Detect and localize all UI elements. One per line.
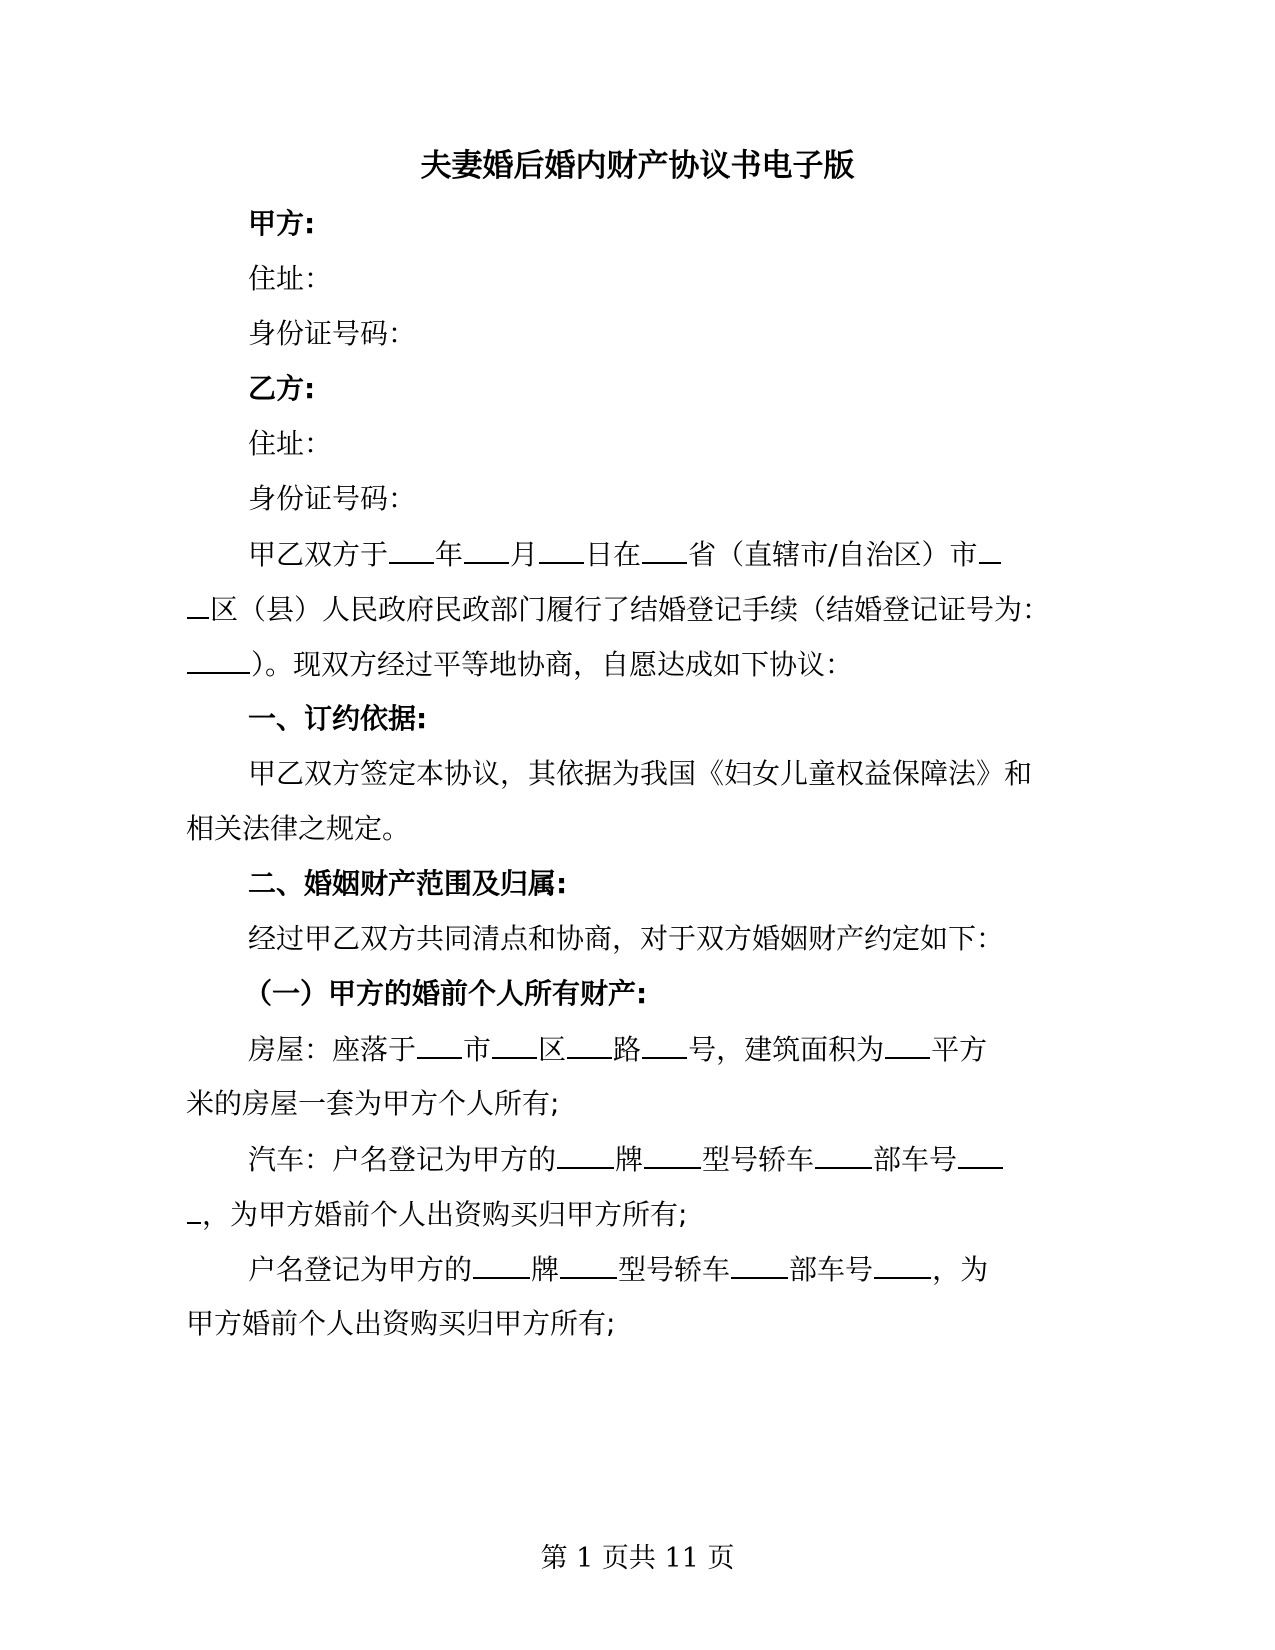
preamble-text: ）。现双方经过平等地协商，自愿达成如下协议： bbox=[251, 648, 854, 681]
car-model-blank bbox=[560, 1249, 617, 1279]
page-footer: 第 1 页共 11 页 bbox=[540, 1543, 735, 1574]
car-2-line-1 bbox=[248, 1249, 1148, 1290]
house-line-2: 米的房屋一套为甲方个人所有; bbox=[186, 1087, 560, 1120]
house-number-blank bbox=[642, 1029, 687, 1059]
year-blank bbox=[389, 534, 434, 564]
house-text: 房屋：座落于 bbox=[248, 1033, 417, 1066]
car-2-line-2: 甲方婚前个人出资购买归甲方所有; bbox=[186, 1307, 616, 1340]
subsection-1-heading: （一）甲方的婚前个人所有财产: bbox=[244, 977, 648, 1010]
car-text: 部车号 bbox=[873, 1143, 958, 1176]
section-1-heading: 一、订约依据: bbox=[248, 702, 428, 735]
preamble-text: 年 bbox=[435, 538, 464, 571]
car-text: 部车号 bbox=[789, 1253, 874, 1286]
car-text: 牌 bbox=[615, 1143, 644, 1176]
preamble-line-1 bbox=[248, 534, 1148, 575]
car-1-line-1 bbox=[248, 1139, 1148, 1180]
section-2-heading: 二、婚姻财产范围及归属: bbox=[248, 867, 568, 900]
car-brand-blank bbox=[557, 1139, 614, 1169]
province-blank bbox=[642, 534, 687, 564]
car-text: 型号轿车 bbox=[702, 1143, 815, 1176]
city-blank-cont bbox=[187, 589, 209, 619]
section-2-intro: 经过甲乙双方共同清点和协商，对于双方婚姻财产约定如下： bbox=[248, 922, 1005, 955]
car-1-line-2 bbox=[186, 1194, 1086, 1235]
house-text: 平方 bbox=[931, 1033, 988, 1066]
car-text: ，为 bbox=[932, 1253, 989, 1286]
day-blank bbox=[539, 534, 584, 564]
house-text: 路 bbox=[613, 1033, 642, 1066]
preamble-text: 日在 bbox=[585, 538, 642, 571]
preamble-text: 区（县）人民政府民政部门履行了结婚登记手续（结婚登记证号为： bbox=[210, 593, 1051, 626]
house-area-blank bbox=[885, 1029, 930, 1059]
car-text: 型号轿车 bbox=[618, 1253, 731, 1286]
house-road-blank bbox=[567, 1029, 612, 1059]
preamble-text: 月 bbox=[510, 538, 539, 571]
car-model-blank bbox=[644, 1139, 701, 1169]
car-text: 牌 bbox=[531, 1253, 560, 1286]
section-1-text-line-2: 相关法律之规定。 bbox=[186, 812, 411, 845]
month-blank bbox=[464, 534, 509, 564]
city-blank bbox=[979, 534, 1001, 564]
house-text: 号，建筑面积为 bbox=[688, 1033, 885, 1066]
car-text: 汽车：户名登记为甲方的 bbox=[248, 1143, 557, 1176]
party-b-label: 乙方: bbox=[248, 372, 316, 405]
party-b-address-label: 住址： bbox=[248, 427, 333, 460]
preamble-line-2 bbox=[186, 589, 1086, 630]
party-b-id-label: 身份证号码： bbox=[248, 482, 417, 515]
party-a-label: 甲方: bbox=[248, 207, 316, 240]
car-count-blank bbox=[815, 1139, 872, 1169]
car-plate-blank-cont bbox=[187, 1194, 201, 1224]
preamble-text: 省（直辖市/自治区）市 bbox=[688, 538, 978, 571]
preamble-line-3 bbox=[186, 644, 1086, 685]
car-plate-blank bbox=[874, 1249, 931, 1279]
house-text: 区 bbox=[538, 1033, 567, 1066]
house-line-1 bbox=[248, 1029, 1148, 1070]
car-brand-blank bbox=[473, 1249, 530, 1279]
document-title: 夫妻婚后婚内财产协议书电子版 bbox=[420, 148, 855, 184]
car-text: 户名登记为甲方的 bbox=[248, 1253, 473, 1286]
preamble-text: 甲乙双方于 bbox=[248, 538, 389, 571]
house-city-blank bbox=[417, 1029, 462, 1059]
car-count-blank bbox=[731, 1249, 788, 1279]
section-1-text-line-1: 甲乙双方签定本协议，其依据为我国《妇女儿童权益保障法》和 bbox=[248, 757, 1033, 790]
party-a-address-label: 住址： bbox=[248, 262, 333, 295]
house-district-blank bbox=[492, 1029, 537, 1059]
certificate-number-blank bbox=[187, 644, 250, 674]
car-plate-blank bbox=[958, 1139, 1003, 1169]
house-text: 市 bbox=[463, 1033, 492, 1066]
party-a-id-label: 身份证号码： bbox=[248, 317, 417, 350]
car-text: ，为甲方婚前个人出资购买归甲方所有; bbox=[202, 1198, 688, 1231]
